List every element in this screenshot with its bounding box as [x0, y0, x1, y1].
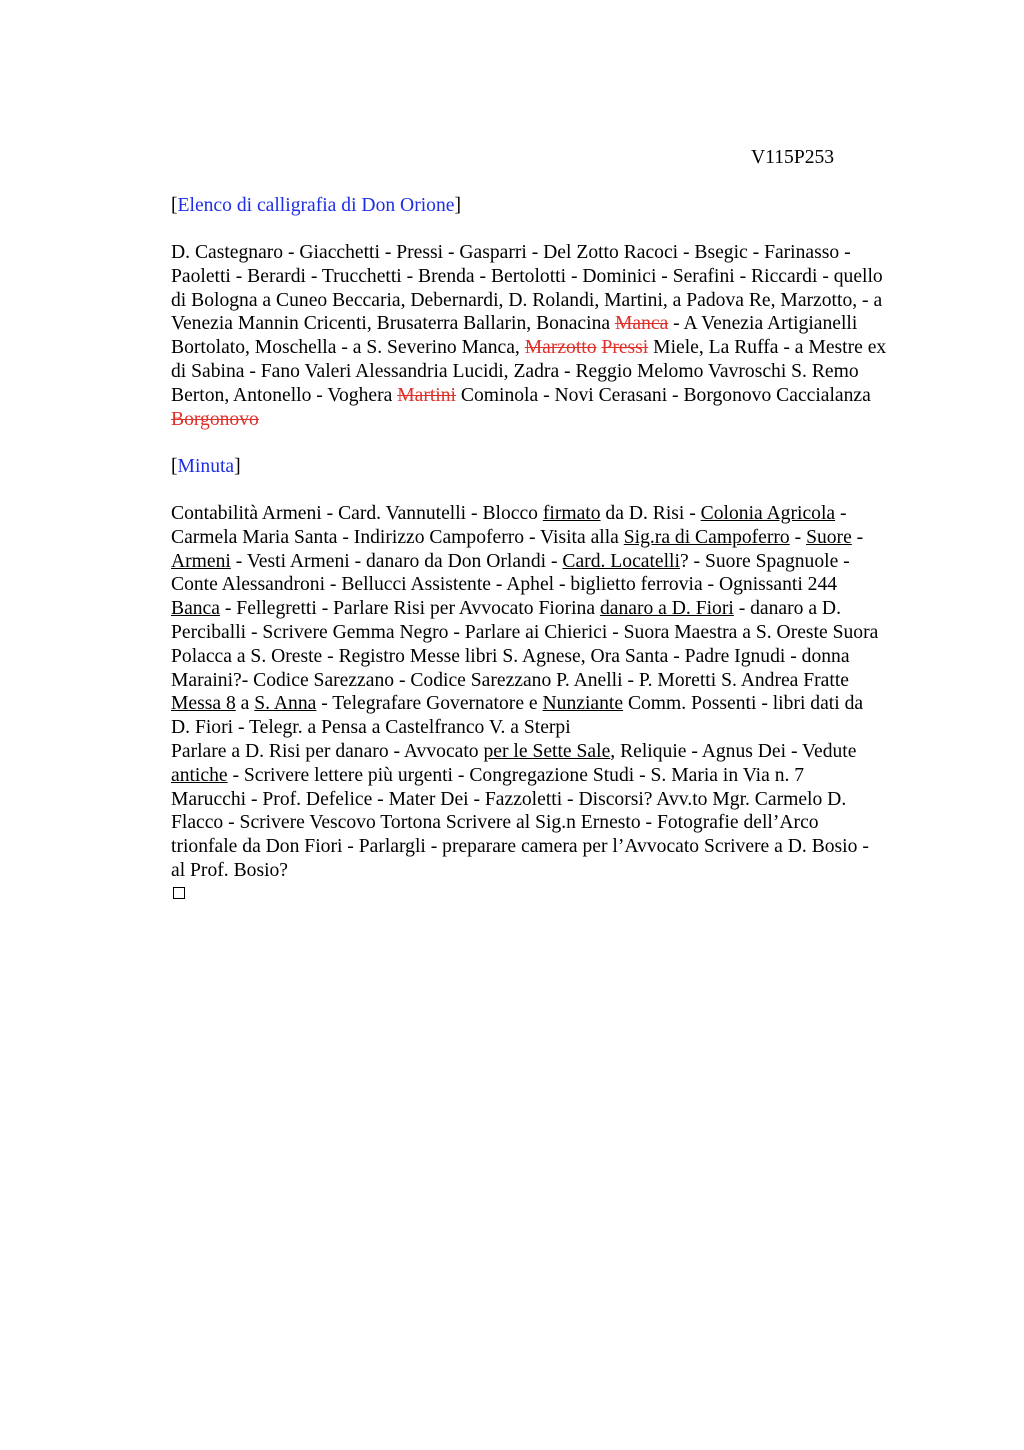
text-segment: Contabilità Armeni - Card. Vannutelli - Blocco [171, 503, 543, 524]
text-line [171, 835, 936, 859]
underlined-text: Messa 8 [171, 693, 236, 715]
underlined-text: firmato [542, 503, 601, 524]
underlined-text: Card. Locatelli [562, 550, 680, 572]
heading-title: Minuta [177, 456, 235, 477]
text-segment: Cominola - Novi Cerasani - Borgonovo Caccialanza [456, 384, 871, 406]
bracket-close: ] [234, 456, 241, 477]
text-segment: , Reliquie - Agnus Dei - Vedute [610, 740, 857, 762]
heading-title: Elenco di calligrafia di Don Orione [177, 195, 455, 216]
struck-text: Martini [397, 384, 456, 406]
text-segment: - Telegrafare Governatore e [316, 693, 543, 715]
text-line [171, 241, 936, 265]
bracket-close: ] [454, 195, 461, 216]
underlined-text: Nunziante [542, 693, 624, 715]
text-segment: Flacco - Scrivere Vescovo Tortona Scrivere al Sig.n Ernesto - Fotografie dell’Arco [171, 812, 819, 834]
text-segment: Berton, Antonello - Voghera [171, 384, 398, 406]
bracket-open: [ [171, 195, 178, 216]
text-line [171, 265, 936, 289]
underlined-text: S. Anna [254, 693, 317, 715]
text-segment: trionfale da Don Fiori - Parlargli - preparare camera per l’Avvocato Scrivere a D. Bosio - [171, 836, 869, 858]
text-segment: D. Castegnaro - Giacchetti - Pressi - Gasparri - Del Zotto Racoci - Bsegic - Farinasso - [171, 242, 851, 263]
text-line [171, 336, 936, 360]
text-segment: Conte Alessandroni - Bellucci Assistente - Aphel - biglietto ferrovia - Ognissanti 244 [171, 574, 838, 596]
text-segment: al Prof. Bosio? [171, 859, 289, 881]
underlined-text: danaro a D. Fiori [599, 598, 734, 620]
text-segment: - [835, 503, 847, 524]
paragraph-elenco [171, 241, 936, 431]
text-segment: Maraini?- Codice Sarezzano - Codice Sarezzano P. Anelli - P. Moretti S. Andrea Fratte [171, 669, 849, 691]
text-line [171, 621, 936, 645]
text-segment: ? - Suore Spagnuole - [679, 550, 850, 572]
text-segment: Venezia Mannin Cricenti, Brusaterra Ballarin, Bonacina [171, 313, 615, 335]
document-id: V115P253 [751, 147, 835, 168]
underlined-text: Armeni [171, 550, 231, 572]
text-segment: - danaro a D. [733, 598, 841, 620]
text-segment: Carmela Maria Santa - Indirizzo Campoferro - Visita alla [171, 526, 624, 548]
text-line [171, 502, 936, 526]
text-segment: D. Fiori - Telegr. a Pensa a Castelfranco V. a Sterpi [171, 717, 571, 739]
struck-text: Manca [614, 313, 669, 335]
text-line [171, 764, 936, 788]
text-segment: - A Venezia Artigianelli [668, 313, 858, 335]
text-line [171, 408, 936, 432]
text-line [171, 360, 936, 384]
text-line [171, 669, 936, 693]
underlined-text: Suore [806, 526, 852, 548]
text-segment: Marucchi - Prof. Defelice - Mater Dei - Fazzoletti - Discorsi? Avv.to Mgr. Carmelo D. [171, 788, 847, 810]
text-line [171, 312, 936, 336]
text-segment: - [789, 526, 807, 548]
text-segment: Comm. Possenti - libri dati da [623, 693, 864, 715]
text-line [171, 811, 936, 835]
text-line [171, 573, 936, 597]
text-segment: Perciballi - Scrivere Gemma Negro - Parlare ai Chierici - Suora Maestra a S. Oreste Suora [171, 621, 879, 643]
text-segment: di Sabina - Fano Valeri Alessandria Lucidi, Zadra - Reggio Melomo Vavroschi S. Remo [171, 360, 859, 382]
text-line [171, 550, 936, 574]
text-line [171, 645, 936, 669]
underlined-text: antiche [171, 764, 228, 786]
text-line [171, 740, 936, 764]
text-segment: - Scrivere lettere più urgenti - Congregazione Studi - S. Maria in Via n. 7 [227, 764, 805, 786]
text-segment: di Bologna a Cuneo Beccaria, Debernardi, D. Rolandi, Martini, a Padova Re, Marzotto, - a [171, 289, 883, 311]
text-segment: Paoletti - Berardi - Trucchetti - Brenda - Bertolotti - Dominici - Serafini - Riccardi - quello [171, 265, 883, 287]
text-segment: Parlare a D. Risi per danaro - Avvocato [171, 740, 484, 762]
text-segment: - [851, 526, 864, 548]
text-line [171, 692, 936, 716]
paragraph-minuta [171, 502, 936, 883]
underlined-text: per le Sette Sale [483, 740, 611, 762]
bracket-open: [ [171, 456, 178, 477]
text-line [171, 597, 936, 621]
underlined-text: Sig.ra di Campoferro [623, 526, 790, 548]
text-segment: Bortolato, Moschella - a S. Severino Manca, [171, 337, 525, 359]
text-segment: Miele, La Ruffa - a Mestre ex [648, 337, 887, 359]
text-line [171, 384, 936, 408]
struck-text: Borgonovo [171, 408, 259, 430]
text-segment: a [235, 693, 255, 715]
section-heading-minuta [171, 455, 241, 479]
text-segment: Polacca a S. Oreste - Registro Messe libri S. Agnese, Ora Santa - Padre Ignudi - donna [171, 645, 850, 667]
text-line [171, 788, 936, 812]
section-heading-elenco [171, 194, 461, 218]
text-segment: - Vesti Armeni - danaro da Don Orlandi - [230, 550, 563, 572]
underlined-text: Colonia Agricola [700, 503, 836, 524]
text-segment: da D. Risi - [600, 503, 701, 524]
text-segment: - Fellegretti - Parlare Risi per Avvocato Fiorina [219, 598, 600, 620]
underlined-text: Banca [171, 598, 220, 620]
text-line [171, 716, 936, 740]
struck-text: Marzotto [524, 337, 597, 359]
checkbox-icon [173, 887, 185, 899]
struck-text: Pressi [601, 337, 649, 359]
text-line [171, 289, 936, 313]
text-line [171, 526, 936, 550]
text-line [171, 859, 936, 883]
